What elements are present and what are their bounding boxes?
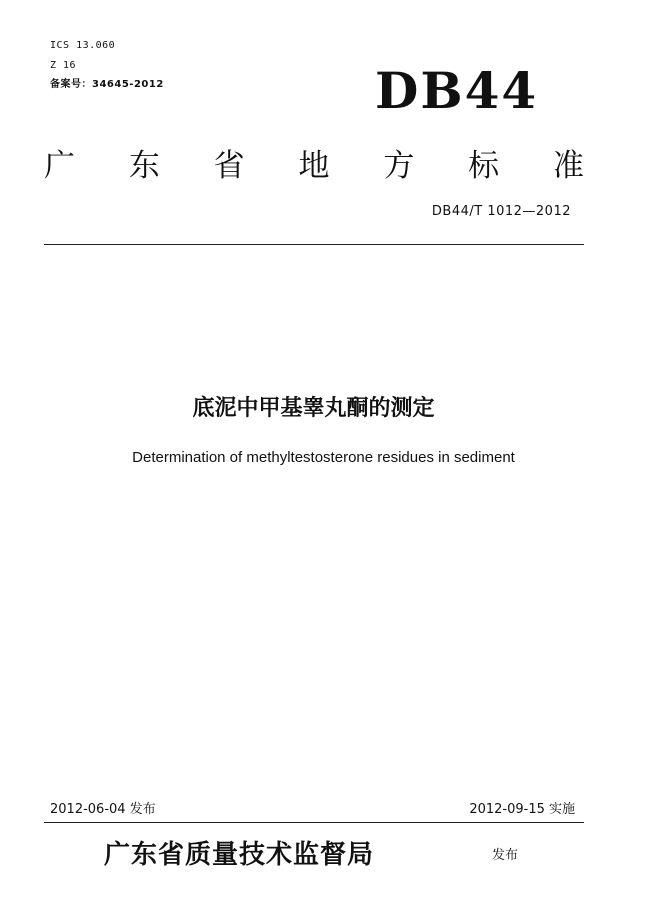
- ics-code: ICS 13.060: [50, 40, 116, 51]
- standard-type-title: [44, 140, 584, 185]
- standard-type-char: 省: [213, 148, 245, 184]
- issue-action: 发布: [492, 848, 519, 863]
- record-number: 备案号：34645-2012: [50, 79, 164, 90]
- standard-type-char: 方: [383, 148, 415, 184]
- publish-date: 2012-06-04 发布: [50, 802, 156, 817]
- db44-logo: DB44: [375, 61, 539, 120]
- implement-date: 2012-09-15 实施: [469, 802, 575, 817]
- standard-type-char: 广: [44, 148, 75, 184]
- title-chinese-text: 底泥中甲基睾丸酮的测定: [192, 396, 435, 421]
- standard-type-char: 准: [552, 148, 584, 184]
- standard-type-char: 东: [128, 148, 160, 184]
- standard-type-char: 标: [468, 148, 500, 184]
- title-chinese: [0, 391, 647, 422]
- title-english: Determination of methyltestosterone residues in sediment: [132, 449, 515, 466]
- standard-type-char: 地: [298, 148, 330, 184]
- bottom-divider: [44, 822, 584, 823]
- top-divider: [44, 244, 584, 245]
- classification-code: Z 16: [50, 60, 77, 71]
- issuer-name: 广东省质量技术监督局: [104, 840, 375, 870]
- standard-code: DB44/T 1012—2012: [431, 204, 571, 219]
